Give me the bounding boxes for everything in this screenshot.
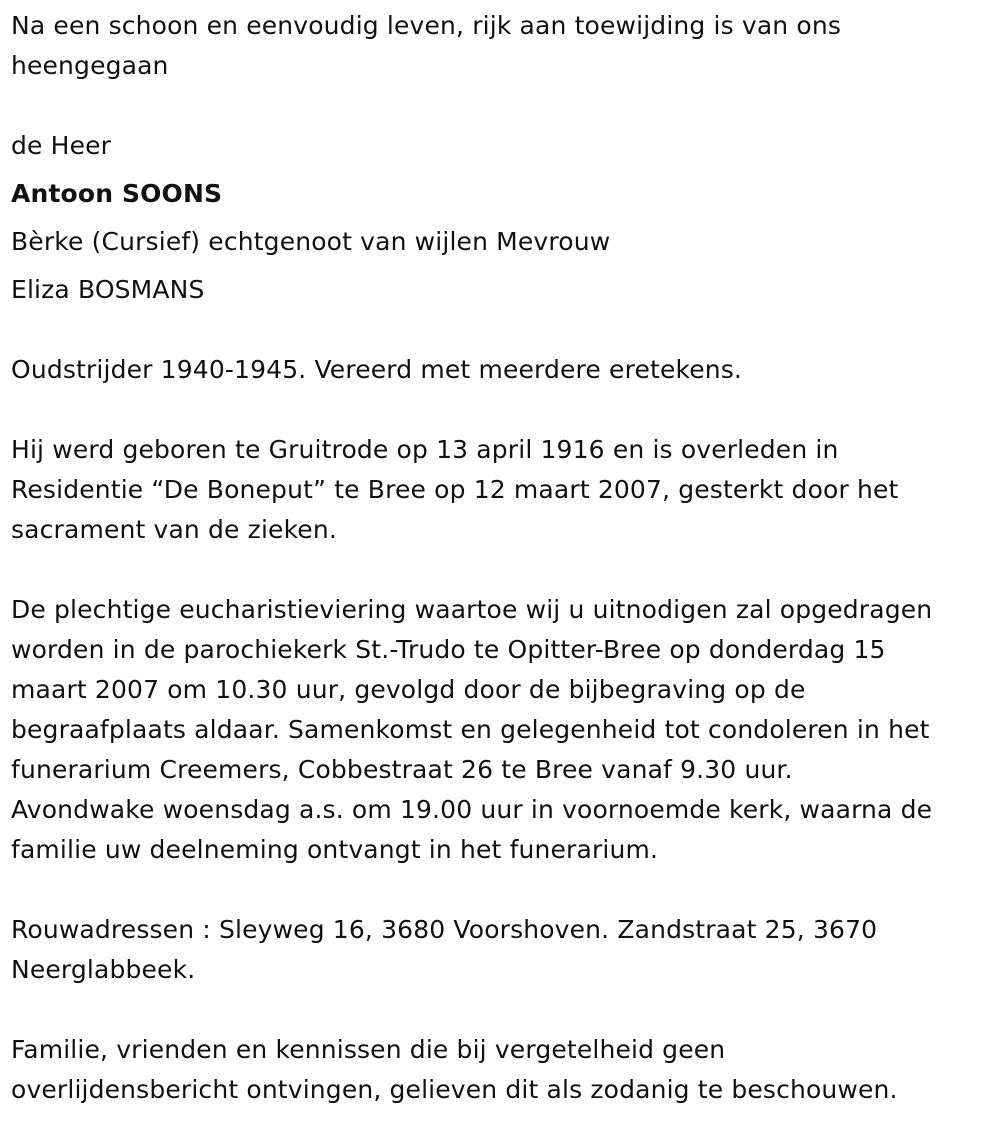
closing-line: overlijdensbericht ontvingen, gelieven dit als zodanig te beschouwen.	[11, 1075, 898, 1104]
service-line: Avondwake woensdag a.s. om 19.00 uur in voornoemde kerk, waarna de	[11, 795, 933, 824]
deceased-name-text: Antoon SOONS	[11, 179, 223, 208]
addresses-line: Neerglabbeek.	[11, 955, 196, 984]
service-line: funerarium Creemers, Cobbestraat 26 te Bree vanaf 9.30 uur.	[11, 755, 793, 784]
opening-paragraph	[11, 6, 841, 86]
honorific-text: de Heer	[11, 131, 112, 160]
service-line: maart 2007 om 10.30 uur, gevolgd door de bijbegraving op de	[11, 675, 806, 704]
relation-line	[11, 222, 610, 262]
birth-death-line: Hij werd geboren te Gruitrode op 13 april 1916 en is overleden in	[11, 435, 839, 464]
service-line: familie uw deelneming ontvangt in het funerarium.	[11, 835, 659, 864]
addresses-line: Rouwadressen : Sleyweg 16, 3680 Voorshoven. Zandstraat 25, 3670	[11, 915, 878, 944]
veteran-note-text: Oudstrijder 1940-1945. Vereerd met meerdere eretekens.	[11, 355, 743, 384]
service-line: worden in de parochiekerk St.-Trudo te Opitter-Bree op donderdag 15	[11, 635, 886, 664]
service-paragraph	[11, 590, 932, 870]
opening-line: heengegaan	[11, 51, 169, 80]
relation-text: Bèrke (Cursief) echtgenoot van wijlen Mevrouw	[11, 227, 611, 256]
spouse-name	[11, 270, 205, 310]
birth-death-line: Residentie “De Boneput” te Bree op 12 maart 2007, gesterkt door het	[11, 475, 899, 504]
spouse-name-text: Eliza BOSMANS	[11, 275, 205, 304]
closing-line: Familie, vrienden en kennissen die bij vergetelheid geen	[11, 1035, 726, 1064]
veteran-note	[11, 350, 742, 390]
honorific	[11, 126, 111, 166]
addresses-paragraph	[11, 910, 877, 990]
opening-line: Na een schoon en eenvoudig leven, rijk aan toewijding is van ons	[11, 11, 842, 40]
closing-paragraph	[11, 1030, 898, 1110]
service-line: De plechtige eucharistieviering waartoe wij u uitnodigen zal opgedragen	[11, 595, 933, 624]
birth-death-paragraph	[11, 430, 898, 550]
birth-death-line: sacrament van de zieken.	[11, 515, 337, 544]
service-line: begraafplaats aldaar. Samenkomst en gelegenheid tot condoleren in het	[11, 715, 930, 744]
deceased-name	[11, 174, 222, 214]
